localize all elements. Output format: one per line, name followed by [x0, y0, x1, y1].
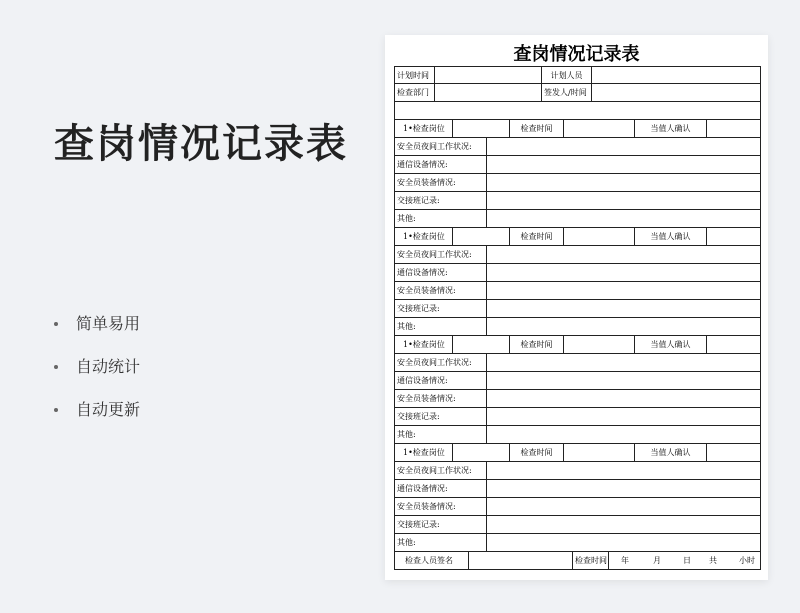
item-field[interactable]	[487, 210, 760, 227]
plan-staff-field[interactable]	[592, 67, 760, 83]
signer-field[interactable]	[469, 552, 573, 569]
signer-label: 检查人员签名	[395, 552, 469, 569]
post-label: 1•检查岗位	[395, 336, 453, 353]
item-field[interactable]	[487, 426, 760, 443]
spacer-row	[394, 102, 761, 120]
item-row	[394, 390, 761, 408]
section-header-row	[394, 120, 761, 138]
header-row	[394, 66, 761, 84]
plan-time-field[interactable]	[435, 67, 542, 83]
confirm-field[interactable]	[707, 228, 760, 245]
item-field[interactable]	[487, 462, 760, 479]
item-row	[394, 210, 761, 228]
time-field[interactable]	[564, 336, 635, 353]
item-field[interactable]	[487, 318, 760, 335]
item-row	[394, 516, 761, 534]
item-row	[394, 354, 761, 372]
time-label: 检查时间	[510, 444, 564, 461]
item-label: 交接班记录:	[395, 516, 487, 533]
issuer-time-field[interactable]	[592, 84, 760, 101]
feature-list	[54, 312, 140, 441]
post-field[interactable]	[453, 228, 510, 245]
item-label: 安全员装备情况:	[395, 174, 487, 191]
item-row	[394, 300, 761, 318]
section-header-row	[394, 228, 761, 246]
post-label: 1•检查岗位	[395, 444, 453, 461]
inspect-dept-label: 检查部门	[395, 84, 435, 101]
item-row	[394, 426, 761, 444]
item-row	[394, 372, 761, 390]
confirm-field[interactable]	[707, 120, 760, 137]
item-label: 安全员夜间工作状况:	[395, 138, 487, 155]
bullet-icon	[54, 322, 58, 326]
post-field[interactable]	[453, 336, 510, 353]
item-field[interactable]	[487, 264, 760, 281]
item-label: 安全员装备情况:	[395, 498, 487, 515]
item-label: 交接班记录:	[395, 192, 487, 209]
footer-row	[394, 552, 761, 570]
item-field[interactable]	[487, 156, 760, 173]
item-field[interactable]	[487, 516, 760, 533]
post-field[interactable]	[453, 444, 510, 461]
inspect-dept-field[interactable]	[435, 84, 542, 101]
item-field[interactable]	[487, 372, 760, 389]
feature-item: 简单易用	[54, 312, 140, 355]
item-row	[394, 534, 761, 552]
section-header-row	[394, 444, 761, 462]
header-row	[394, 84, 761, 102]
item-field[interactable]	[487, 390, 760, 407]
item-label: 交接班记录:	[395, 300, 487, 317]
bullet-icon	[54, 408, 58, 412]
item-row	[394, 282, 761, 300]
confirm-label: 当值人确认	[635, 336, 707, 353]
form-sheet-preview	[385, 35, 768, 580]
time-field[interactable]	[564, 228, 635, 245]
item-label: 安全员夜间工作状况:	[395, 462, 487, 479]
item-row	[394, 246, 761, 264]
item-field[interactable]	[487, 174, 760, 191]
item-label: 安全员夜间工作状况:	[395, 246, 487, 263]
item-row	[394, 192, 761, 210]
confirm-label: 当值人确认	[635, 120, 707, 137]
confirm-field[interactable]	[707, 444, 760, 461]
item-label: 安全员装备情况:	[395, 390, 487, 407]
item-row	[394, 138, 761, 156]
item-row	[394, 408, 761, 426]
confirm-field[interactable]	[707, 336, 760, 353]
time-field[interactable]	[564, 120, 635, 137]
item-field[interactable]	[487, 282, 760, 299]
form-title: 查岗情况记录表	[513, 44, 640, 65]
item-field[interactable]	[487, 534, 760, 551]
section-header-row	[394, 336, 761, 354]
item-field[interactable]	[487, 408, 760, 425]
item-field[interactable]	[487, 480, 760, 497]
post-label: 1•检查岗位	[395, 120, 453, 137]
item-row	[394, 264, 761, 282]
item-label: 其他:	[395, 426, 487, 443]
footer-hours-label: 小时	[739, 556, 755, 565]
item-field[interactable]	[487, 246, 760, 263]
item-label: 其他:	[395, 318, 487, 335]
item-label: 通信设备情况:	[395, 372, 487, 389]
post-field[interactable]	[453, 120, 510, 137]
footer-time-field	[609, 552, 760, 569]
item-row	[394, 156, 761, 174]
item-field[interactable]	[487, 138, 760, 155]
item-row	[394, 318, 761, 336]
time-field[interactable]	[564, 444, 635, 461]
item-label: 其他:	[395, 534, 487, 551]
time-label: 检查时间	[510, 228, 564, 245]
footer-month-label: 月	[653, 556, 661, 565]
footer-time-label: 检查时间	[573, 552, 609, 569]
time-label: 检查时间	[510, 336, 564, 353]
inspection-form-table	[394, 66, 761, 570]
plan-staff-label: 计划人员	[542, 67, 592, 83]
item-field[interactable]	[487, 498, 760, 515]
item-label: 安全员夜间工作状况:	[395, 354, 487, 371]
item-label: 通信设备情况:	[395, 156, 487, 173]
item-label: 安全员装备情况:	[395, 282, 487, 299]
issuer-time-label: 签发人/时间	[542, 84, 592, 101]
item-field[interactable]	[487, 354, 760, 371]
item-field[interactable]	[487, 192, 760, 209]
item-row	[394, 498, 761, 516]
feature-item: 自动统计	[54, 355, 140, 398]
item-row	[394, 462, 761, 480]
bullet-icon	[54, 365, 58, 369]
item-row	[394, 174, 761, 192]
footer-total-label: 共	[709, 556, 717, 565]
footer-day-label: 日	[683, 556, 691, 565]
confirm-label: 当值人确认	[635, 444, 707, 461]
confirm-label: 当值人确认	[635, 228, 707, 245]
time-label: 检查时间	[510, 120, 564, 137]
feature-item: 自动更新	[54, 398, 140, 441]
item-label: 交接班记录:	[395, 408, 487, 425]
item-label: 通信设备情况:	[395, 480, 487, 497]
post-label: 1•检查岗位	[395, 228, 453, 245]
plan-time-label: 计划时间	[395, 67, 435, 83]
footer-year-label: 年	[621, 556, 629, 565]
item-row	[394, 480, 761, 498]
hero-title: 查岗情况记录表	[54, 121, 348, 167]
item-label: 其他:	[395, 210, 487, 227]
item-field[interactable]	[487, 300, 760, 317]
item-label: 通信设备情况:	[395, 264, 487, 281]
